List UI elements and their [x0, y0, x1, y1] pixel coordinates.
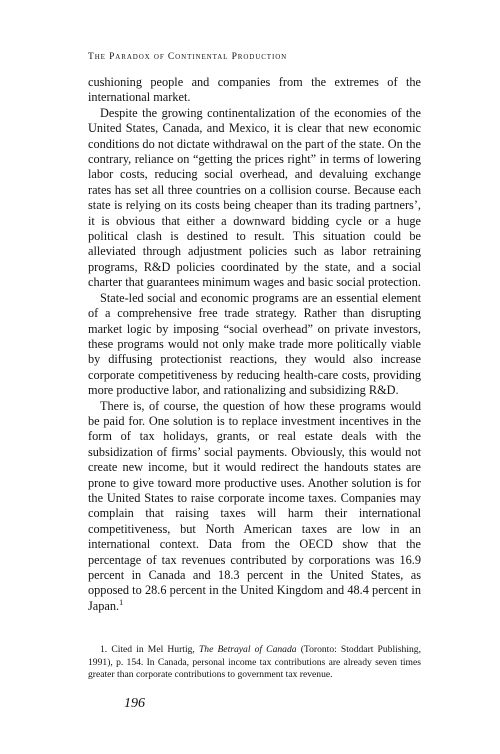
- footnote-lead: 1. Cited in Mel Hurtig,: [100, 644, 199, 656]
- running-head: The Paradox of Continental Production: [88, 52, 288, 62]
- footnote-rest: (Toronto: Stoddart Publishing, 1991), p. 154. In Canada, personal income tax contributions are already seven times greater than corporate contributions to government tax revenue.: [88, 644, 421, 681]
- paragraph-text: There is, of course, the question of how these programs would be paid for. One solution is to replace investment incentives in the form of tax holidays, grants, or real estate deals with the subsidization of firms’ social payments. Obviously, this would not create new income, but it would redirect the handouts states are prone to give toward more productive uses. Another solution is for the United States to raise corporate income taxes. Companies may complain that raising taxes will harm their international competitiveness, but North American taxes are low in an international context. Data from the OECD show that the percentage of tax revenues contributed by corporations was 16.9 percent in Canada and 18.3 percent in the United States, as opposed to 28.6 percent in the United Kingdom and 48.4 percent in Japan.: [88, 398, 421, 613]
- footnote-reference: 1: [119, 597, 124, 607]
- book-page: [88, 52, 421, 712]
- paragraph-with-footnote: [88, 399, 421, 615]
- page-number: 196: [124, 696, 145, 712]
- footnote: [88, 644, 421, 681]
- footnote-book-title: The Betrayal of Canada: [198, 644, 297, 656]
- paragraph: State-led social and economic programs are an essential element of a comprehensive free trade strategy. Rather than disrupting market logic by imposing “social overhead” on private investors, these programs would not only make trade more politically viable by diffusing protectionist reactions, they would also increase corporate competitiveness by reducing health-care costs, providing more productive labor, and rationalizing and subsidizing R&D.: [88, 290, 421, 398]
- body-text: [88, 75, 421, 614]
- paragraph-continuation: cushioning people and companies from the extremes of the international market.: [88, 75, 421, 105]
- paragraph: Despite the growing continentalization of the economies of the United States, Canada, and Mexico, it is clear that new economic conditions do not dictate withdrawal on the part of the state. On the contrary, reliance on “getting the prices right” in terms of lowering labor costs, reducing social overhead, and devaluing exchange rates has set all three countries on a collision course. Because each state is relying on its costs being cheaper than its trading partners’, it is obvious that either a downward bidding cycle or a huge political clash is destined to result. This situation could be alleviated through adjustment policies such as labor retraining programs, R&D policies coordinated by the state, and a social charter that guarantees minimum wages and basic social protection.: [88, 105, 421, 290]
